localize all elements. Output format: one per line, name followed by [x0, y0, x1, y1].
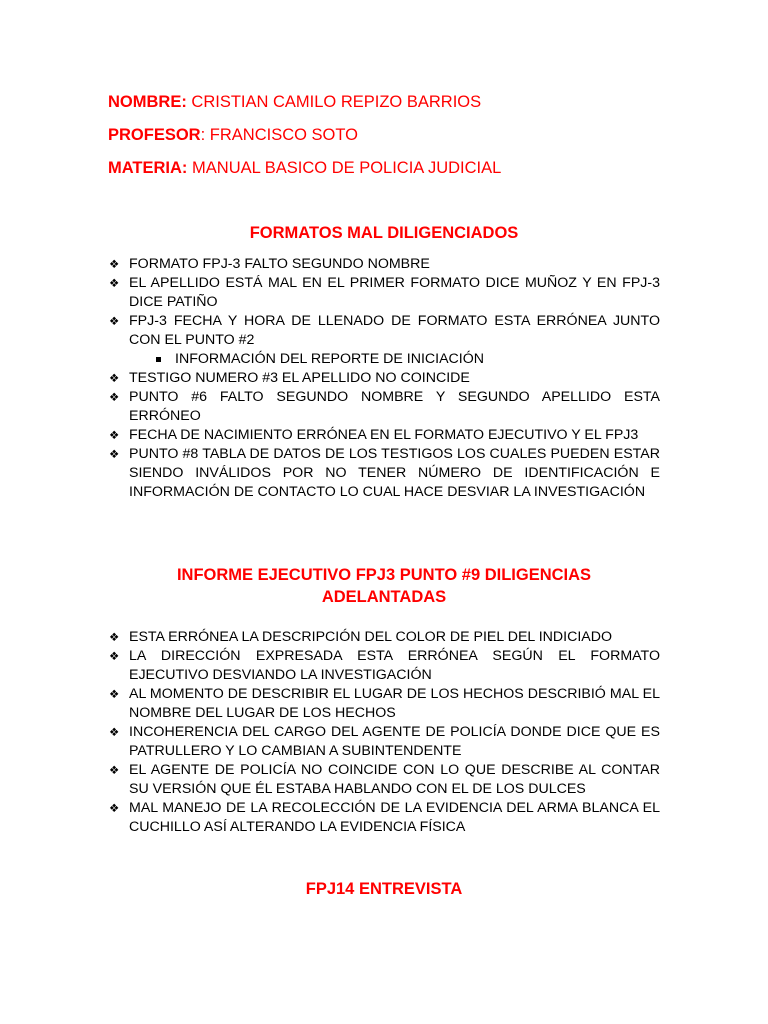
subject-value: MANUAL BASICO DE POLICIA JUDICIAL: [187, 159, 502, 177]
subject-label: MATERIA:: [108, 159, 188, 177]
list-item: ❖ LA DIRECCIÓN EXPRESADA ESTA ERRÓNEA SEGÚN EL FORMATO EJECUTIVO DESVIANDO LA INVESTIGACIÓN: [108, 647, 660, 685]
list-item: ❖ EL AGENTE DE POLICÍA NO COINCIDE CON LO QUE DESCRIBE AL CONTAR SU VERSIÓN QUE ÉL ESTABA HABLANDO CON EL DE LOS DULCES: [108, 761, 660, 799]
student-name-line: [108, 93, 481, 112]
professor-value: : FRANCISCO SOTO: [200, 126, 358, 144]
section-title-line-2: ADELANTADAS: [321, 588, 447, 606]
section-title-formatos: FORMATOS MAL DILIGENCIADOS: [249, 224, 519, 242]
subject-line: [108, 159, 501, 178]
list-item: ❖ ESTA ERRÓNEA LA DESCRIPCIÓN DEL COLOR DE PIEL DEL INDICIADO: [108, 628, 660, 647]
informe-list: [108, 628, 660, 837]
list-item: ❖ TESTIGO NUMERO #3 EL APELLIDO NO COINCIDE: [108, 369, 660, 388]
list-item: ❖ FORMATO FPJ-3 FALTO SEGUNDO NOMBRE: [108, 255, 660, 274]
section-title-entrevista: FPJ14 ENTREVISTA: [305, 880, 463, 898]
professor-line: [108, 126, 358, 145]
list-item: ❖ PUNTO #6 FALTO SEGUNDO NOMBRE Y SEGUNDO APELLIDO ESTA ERRÓNEO: [108, 388, 660, 426]
list-item: ❖ EL APELLIDO ESTÁ MAL EN EL PRIMER FORMATO DICE MUÑOZ Y EN FPJ-3 DICE PATIÑO: [108, 274, 660, 312]
list-item: ❖ FECHA DE NACIMIENTO ERRÓNEA EN EL FORMATO EJECUTIVO Y EL FPJ3: [108, 426, 660, 445]
list-item: ❖ AL MOMENTO DE DESCRIBIR EL LUGAR DE LOS HECHOS DESCRIBIÓ MAL EL NOMBRE DEL LUGAR DE LOS HECHOS: [108, 685, 660, 723]
professor-label: PROFESOR: [108, 126, 201, 144]
list-item: ❖ INCOHERENCIA DEL CARGO DEL AGENTE DE POLICÍA DONDE DICE QUE ES PATRULLERO Y LO CAMBIAN A SUBINTENDENTE: [108, 723, 660, 761]
formatos-list: [108, 255, 660, 502]
sub-list-item: INFORMACIÓN DEL REPORTE DE INICIACIÓN: [108, 350, 660, 369]
list-item: ❖ PUNTO #8 TABLA DE DATOS DE LOS TESTIGOS LOS CUALES PUEDEN ESTAR SIENDO INVÁLIDOS POR NO TENER NÚMERO DE IDENTIFICACIÓN E INFORMACIÓN DE CONTACTO LO CUAL HACE DESVIAR LA INVESTIGACIÓN: [108, 445, 660, 502]
student-name-label: NOMBRE:: [108, 93, 187, 111]
list-item: ❖ MAL MANEJO DE LA RECOLECCIÓN DE LA EVIDENCIA DEL ARMA BLANCA EL CUCHILLO ASÍ ALTERANDO LA EVIDENCIA FÍSICA: [108, 799, 660, 837]
section-title-informe-ejecutivo: [108, 564, 660, 608]
student-name-value: CRISTIAN CAMILO REPIZO BARRIOS: [186, 93, 482, 111]
section-title-line-1: INFORME EJECUTIVO FPJ3 PUNTO #9 DILIGENCIAS: [176, 566, 592, 584]
list-item: ❖ FPJ-3 FECHA Y HORA DE LLENADO DE FORMATO ESTA ERRÓNEA JUNTO CON EL PUNTO #2: [108, 312, 660, 350]
